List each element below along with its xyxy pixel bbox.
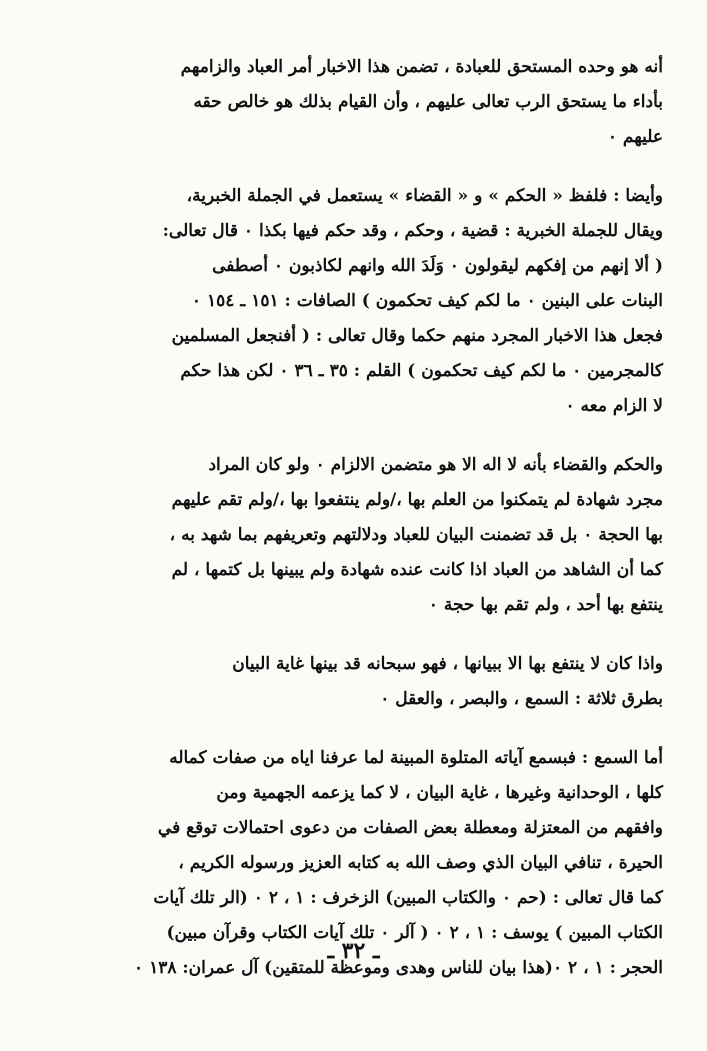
text-line: الكتاب المبين ) يوسف : ١ ، ٢ ٠ ( آلر ٠ تلك آيات الكتاب وقرآن مبين)	[166, 923, 663, 943]
text-line: أما السمع : فبسمع آياته المتلوة المبينة لما عرفنا اياه من صفات كماله	[169, 748, 663, 768]
text-line: ينتفع بها أحد ، ولم تقم بها حجة ٠	[428, 595, 663, 615]
page-number: ـ ٣٢ ـ	[327, 938, 380, 964]
text-line: الحيرة ، تنافي البيان الذي وصف الله به كتابه العزيز ورسوله الكريم ،	[178, 853, 663, 873]
paragraph-3	[70, 448, 663, 623]
text-line: كما أن الشاهد من العباد اذا كانت عنده شهادة ولم يبينها بل كتمها ، لم	[171, 560, 663, 580]
text-line: وأيضا : فلفظ « الحكم » و « القضاء » يستعمل في الجملة الخبرية،	[186, 186, 663, 206]
page-text	[70, 50, 663, 1010]
text-line: كلها ، الوحدانية وغيرها ، غاية البيان ، لا كما يزعمه الجهمية ومن	[216, 783, 663, 803]
text-line: وافقهم من المعتزلة ومعطلة بعض الصفات من دعوى احتمالات توقع في	[157, 818, 663, 838]
text-line: البنات على البنين ٠ ما لكم كيف تحكمون ) الصافات : ١٥١ ـ ١٥٤ ٠	[191, 291, 663, 311]
text-line: كالمجرمين ٠ ما لكم كيف تحكمون ) القلم : ٣٥ ـ ٣٦ ٠ لكن هذا حكم	[180, 361, 663, 381]
paragraph-2	[70, 179, 663, 424]
text-line: أنه هو وحده المستحق للعبادة ، تضمن هذا الاخبار أمر العباد والزامهم	[180, 57, 663, 77]
text-line: ويقال للجملة الخبرية : قضية ، وحكم ، وقد حكم فيها بكذا ٠ قال تعالى:	[162, 221, 663, 241]
text-line: كما قال تعالى : (حم ٠ والكتاب المبين) الزخرف : ١ ، ٢ ٠ (الر تلك آيات	[153, 888, 663, 908]
text-line: بطرق ثلاثة : السمع ، والبصر ، والعقل ٠	[380, 689, 663, 709]
text-line: واذا كان لا ينتفع بها الا ببيانها ، فهو سبحانه قد بينها غاية البيان	[232, 654, 663, 674]
text-line: مجرد شهادة لم يتمكنوا من العلم بها ،/ولم ينتفعوا بها ،/ولم تقم عليهم	[171, 490, 663, 510]
text-line: الحجر : ١ ، ٢ ٠(هذا بيان للناس وهدى وموعظة للمتقين) آل عمران: ١٣٨ ٠	[134, 958, 663, 978]
text-line: عليهم ٠	[607, 127, 663, 147]
text-line: ( ألا إنهم من إفكهم ليقولون ٠ وَلَدَ الله وانهم لكاذبون ٠ أصطفى	[212, 256, 663, 276]
text-line: والحكم والقضاء بأنه لا اله الا هو متضمن الالزام ٠ ولو كان المراد	[208, 455, 663, 475]
text-line: بأداء ما يستحق الرب تعالى عليهم ، وأن القيام بذلك هو خالص حقه	[193, 92, 663, 112]
paragraph-4	[70, 647, 663, 717]
text-line: لا الزام معه ٠	[565, 396, 663, 416]
paragraph-1	[70, 50, 663, 155]
text-line: فجعل هذا الاخبار المجرد منهم حكما وقال تعالى : ( أفنجعل المسلمين	[171, 326, 663, 346]
text-line: بها الحجة ٠ بل قد تضمنت البيان للعباد ودلالتهم وتعريفهم بما شهد به ،	[169, 525, 663, 545]
